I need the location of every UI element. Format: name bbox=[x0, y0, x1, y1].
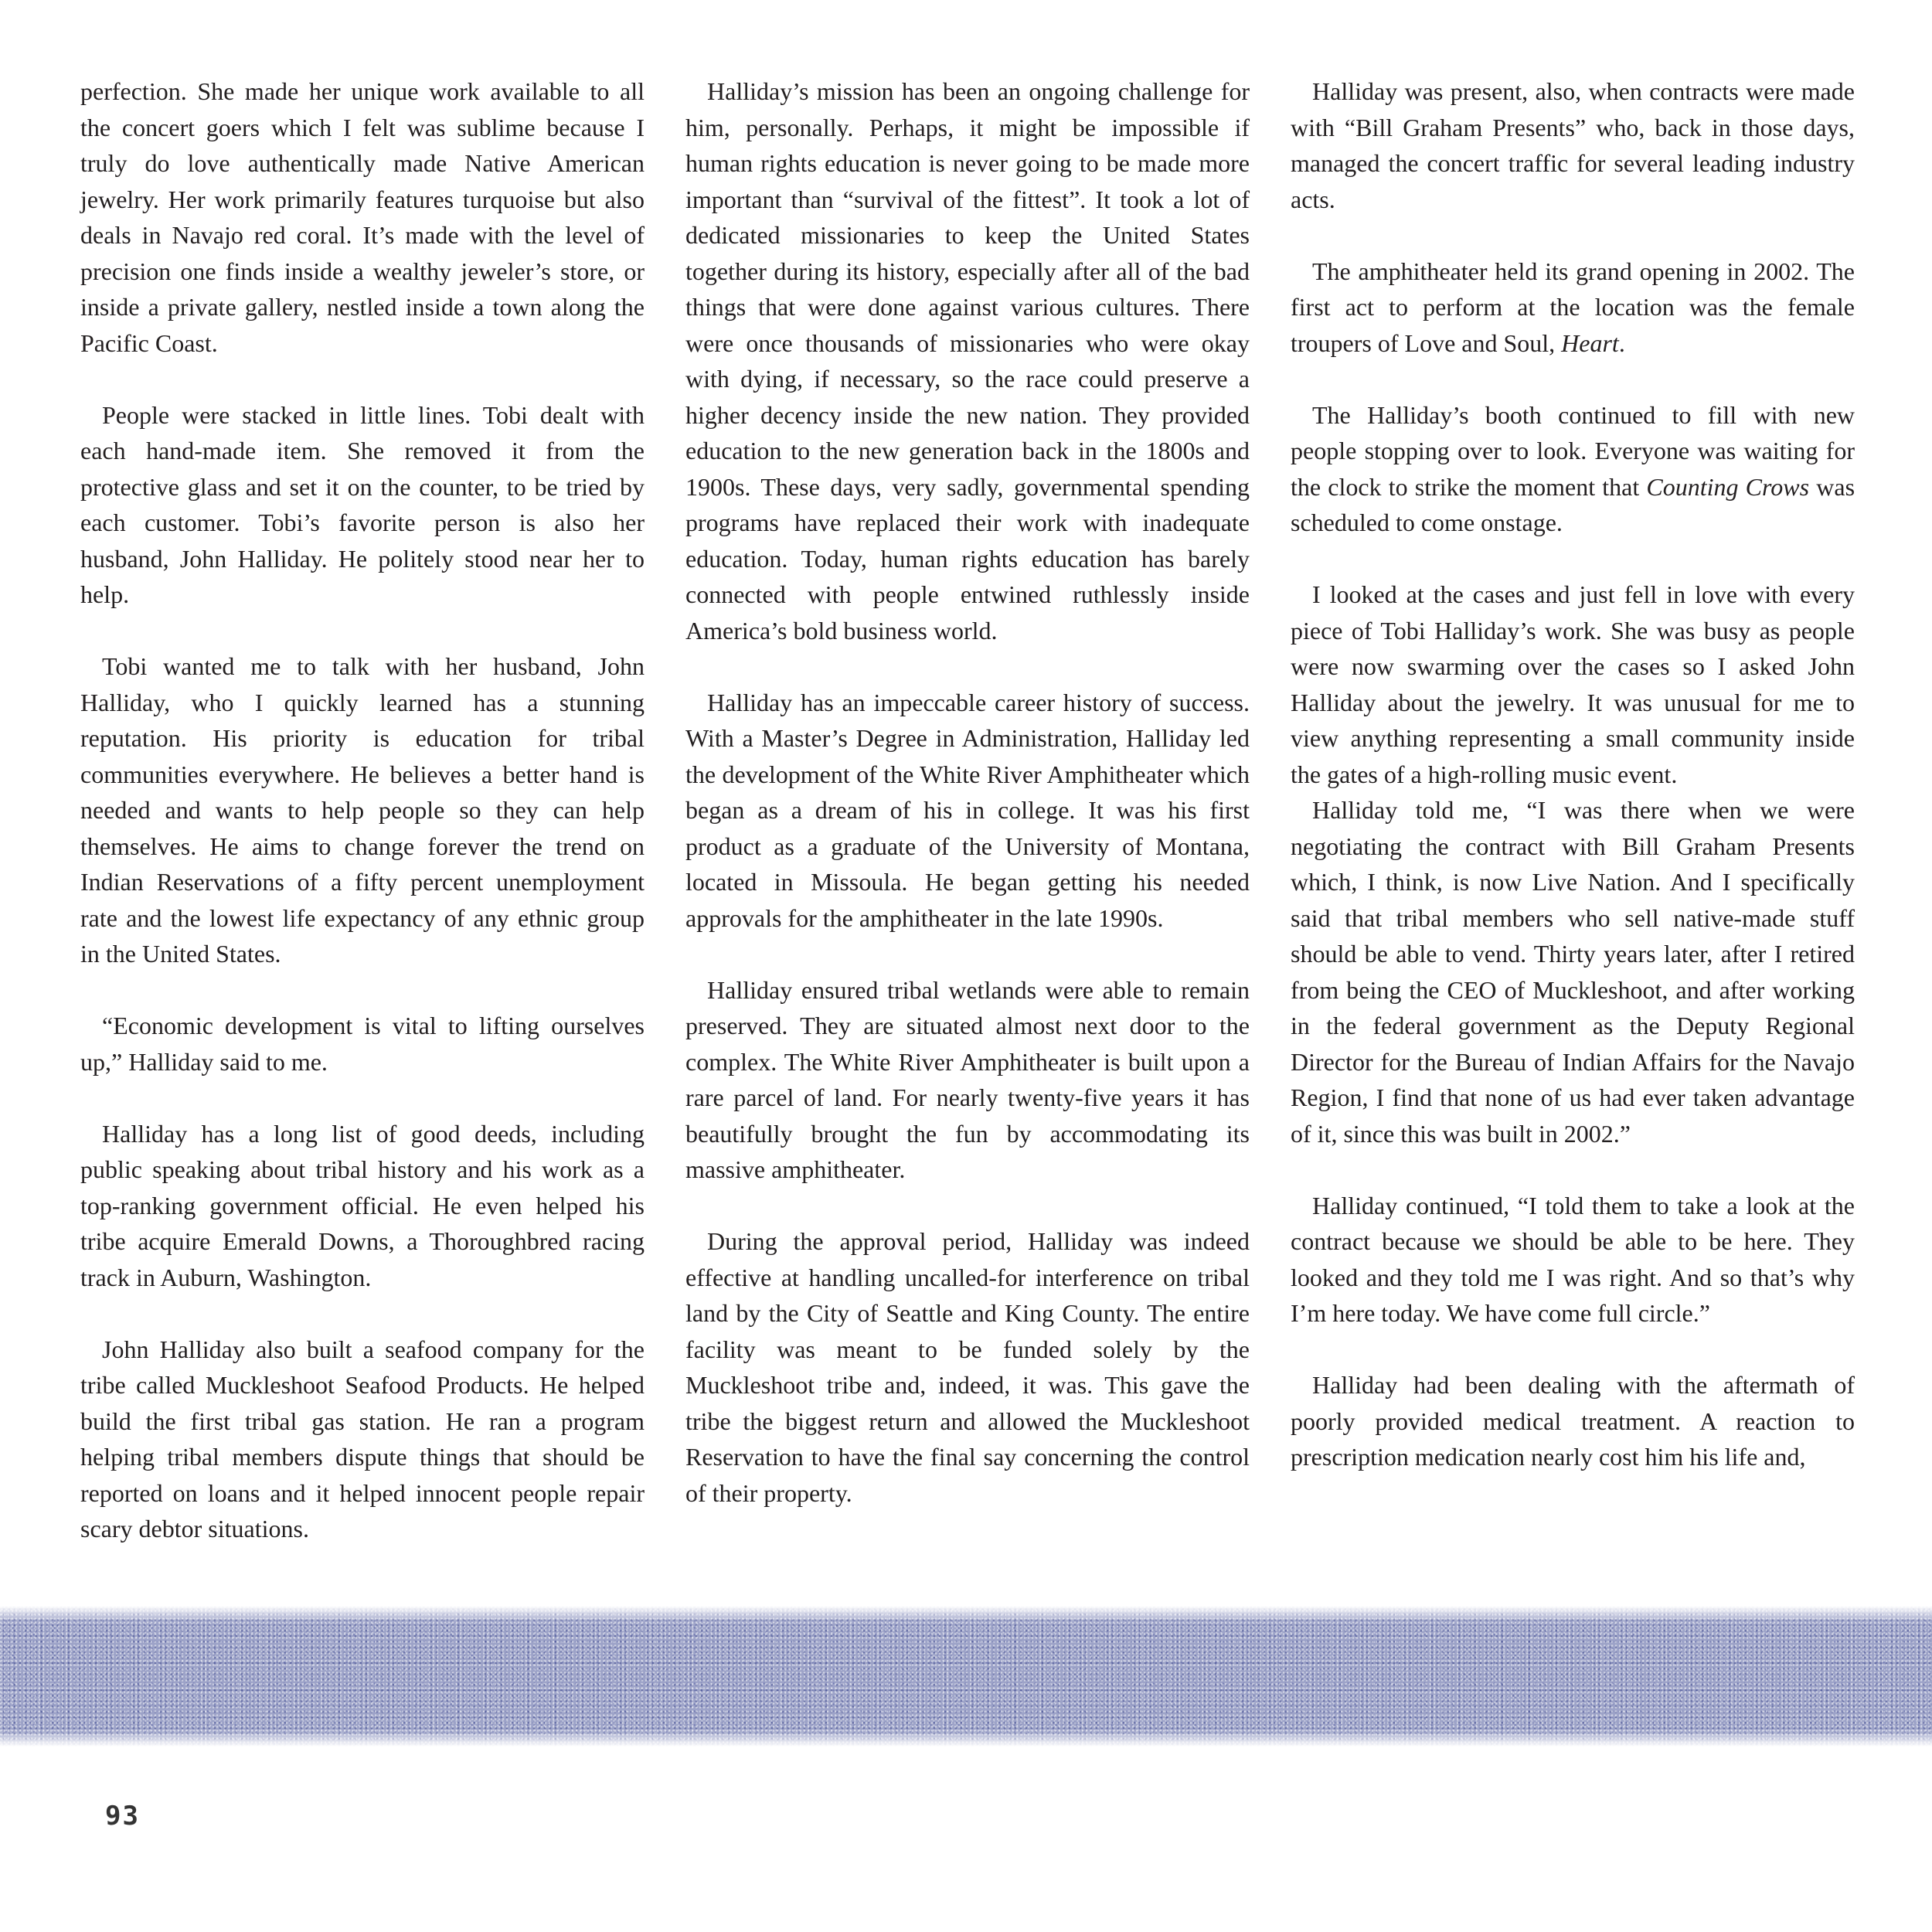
paragraph bbox=[1291, 253, 1855, 362]
paragraph: John Halliday also built a seafood company for the tribe called Muckleshoot Seafood Products. He helped build the first tribal gas station. He ran a program helping tribal members dispute things that should be reported on loans and it helped innocent people repair scary debtor situations. bbox=[80, 1335, 645, 1543]
paragraph: Halliday was present, also, when contracts were made with “Bill Graham Presents” who, back in those days, managed the concert traffic for several leading industry acts. bbox=[1291, 77, 1855, 213]
paragraph-text: The Halliday’s booth continued to fill with new people stopping over to look. Everyone was waiting for the clock to strike the moment that bbox=[1291, 400, 1855, 501]
paragraph-text: The amphitheater held its grand opening in 2002. The first act to perform at the location was the female troupers of Love and Soul, bbox=[1291, 257, 1855, 357]
column-middle bbox=[685, 73, 1250, 1596]
paragraph: Halliday has a long list of good deeds, including public speaking about tribal history and his work as a top-ranking government official. He even helped his tribe acquire Emerald Downs, a Thoroughbred racing track in Auburn, Washington. bbox=[80, 1119, 645, 1291]
paragraph: Halliday’s mission has been an ongoing challenge for him, personally. Perhaps, it might be impossible if human rights education is never going to be made more important than “survival of the fittest”. It took a lot of dedicated missionaries to keep the United States together during its history, especially after all of the bad things that were done against various cultures. There were once thousands of missionaries who were okay with dying, if necessary, so the race could preserve a higher decency inside the new nation. They provided education to the new generation back in the 1800s and 1900s. These days, very sadly, governmental spending programs have replaced their work with inadequate education. Today, human rights education has barely connected with people entwined ruthlessly inside America’s bold business world. bbox=[685, 77, 1250, 645]
page-number: 93 bbox=[105, 1801, 140, 1832]
paragraph: Halliday told me, “I was there when we were negotiating the contract with Bill Graham Presents which, I think, is now Live Nation. And I specifically said that tribal members who sell native-made stuff should be able to vend. Thirty years later, after I retired from being the CEO of Muckleshoot, and after working in the federal government as the Deputy Regional Director for the Bureau of Indian Affairs for the Navajo Region, I find that none of us had ever taken advantage of it, since this was built in 2002.” bbox=[1291, 796, 1855, 1148]
paragraph bbox=[1291, 397, 1855, 541]
paragraph: “Economic development is vital to lifting ourselves up,” Halliday said to me. bbox=[80, 1012, 645, 1076]
article-columns bbox=[80, 73, 1855, 1596]
paragraph: Halliday had been dealing with the aftermath of poorly provided medical treatment. A reaction to prescription medication nearly cost him his life and, bbox=[1291, 1371, 1855, 1471]
paragraph: Halliday has an impeccable career history of success. With a Master’s Degree in Administration, Halliday led the development of the White River Amphitheater which began as a dream of his in college. It was his first product as a graduate of the University of Montana, located in Missoula. He began getting his needed approvals for the amphitheater in the late 1990s. bbox=[685, 688, 1250, 932]
column-right bbox=[1291, 73, 1855, 1596]
band-name-italic: Heart bbox=[1561, 328, 1619, 357]
paragraph: Halliday continued, “I told them to take a look at the contract because we should be able to be here. They looked and they told me I was right. And so that’s why I’m here today. We have come full circle.” bbox=[1291, 1191, 1855, 1327]
band-name-italic: Counting Crows bbox=[1646, 472, 1810, 501]
column-left bbox=[80, 73, 645, 1596]
paragraph: perfection. She made her unique work available to all the concert goers which I felt was sublime because I truly do love authentically made Native American jewelry. Her work primarily features turquoise but also deals in Navajo red coral. It’s made with the level of precision one finds inside a wealthy jeweler’s store, or inside a private gallery, nestled inside a town along the Pacific Coast. bbox=[80, 77, 645, 357]
paragraph: People were stacked in little lines. Tobi dealt with each hand-made item. She removed it from the protective glass and set it on the counter, to be tried by each customer. Tobi’s favorite person is also her husband, John Halliday. He politely stood near her to help. bbox=[80, 400, 645, 608]
paragraph: Halliday ensured tribal wetlands were able to remain preserved. They are situated almost next door to the complex. The White River Amphitheater is built upon a rare parcel of land. For nearly twenty-five years it has beautifully brought the fun by accommodating its massive amphitheater. bbox=[685, 975, 1250, 1183]
decorative-texture-band bbox=[0, 1606, 1932, 1747]
paragraph: Tobi wanted me to talk with her husband, John Halliday, who I quickly learned has a stunning reputation. His priority is education for tribal communities everywhere. He believes a better hand is needed and wants to help people so they can help themselves. He aims to change forever the trend on Indian Reservations of a fifty percent unemployment rate and the lowest life expectancy of any ethnic group in the United States. bbox=[80, 652, 645, 968]
paragraph: I looked at the cases and just fell in love with every piece of Tobi Halliday’s work. She was busy as people were now swarming over the cases so I asked John Halliday about the jewelry. It was unusual for me to view anything representing a small community inside the gates of a high-rolling music event. bbox=[1291, 580, 1855, 788]
paragraph: During the approval period, Halliday was indeed effective at handling uncalled-for interference on tribal land by the City of Seattle and King County. The entire facility was meant to be funded solely by the Muckleshoot tribe and, indeed, it was. This gave the tribe the biggest return and allowed the Muckleshoot Reservation to have the final say concerning the control of their property. bbox=[685, 1227, 1250, 1507]
paragraph-end: was scheduled to come onstage. bbox=[1291, 472, 1855, 536]
paragraph-end: . bbox=[1618, 328, 1625, 357]
